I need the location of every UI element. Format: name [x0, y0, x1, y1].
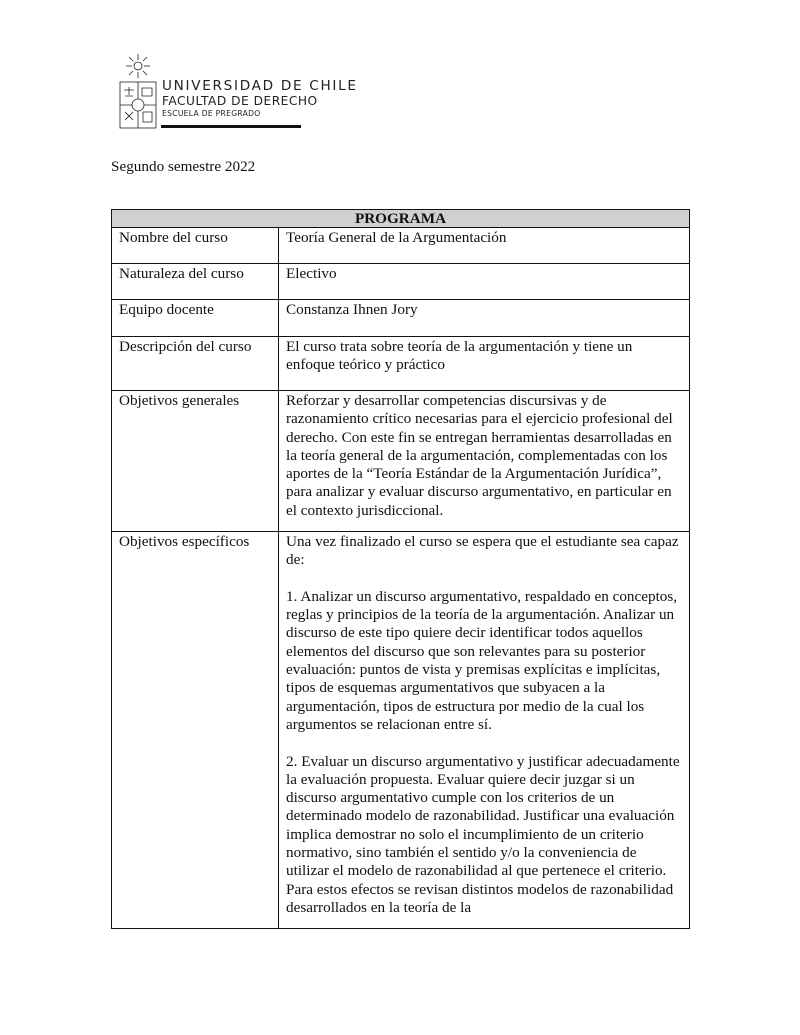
- university-crest-icon: [118, 52, 158, 130]
- letterhead: [118, 52, 358, 132]
- row-value: [279, 532, 690, 929]
- row-label: Naturaleza del curso: [112, 264, 279, 300]
- table-row: [112, 532, 690, 929]
- letterhead-rule: [161, 125, 301, 128]
- university-name: UNIVERSIDAD DE CHILE: [162, 78, 358, 94]
- row-label: Objetivos generales: [112, 391, 279, 532]
- table-row: [112, 337, 690, 391]
- row-value: Reforzar y desarrollar competencias discursivas y de razonamiento crítico necesarias para el ejercicio profesional del derecho. Con este fin se entregan herramientas desarrolladas en la teoría general de la argumentación, complementadas con los aportes de la “Teoría Estándar de la Argumentación Jurídica”, para analizar y evaluar discurso argumentativo, en particular en el contexto jurisdiccional.: [279, 391, 690, 532]
- row-label: Descripción del curso: [112, 337, 279, 391]
- table-row: [112, 300, 690, 337]
- row-value: Constanza Ihnen Jory: [279, 300, 690, 337]
- semester-label: Segundo semestre 2022: [111, 158, 256, 175]
- school-name: ESCUELA DE PREGRADO: [162, 109, 261, 118]
- objective-item-2: 2. Evaluar un discurso argumentativo y justificar adecuadamente la evaluación propuesta. Evaluar quiere decir juzgar si un discurso argumentativo cumple con los criterios de un determinado modelo de razonabilidad. Justificar una evaluación implica demostrar no solo el incumplimiento de un criterio normativo, sino también el sentido y/o la conveniencia de utilizar el modelo de razonabilidad al que pertenece el criterio. Para estos efectos se revisan distintos modelos de razonabilidad desarrollados en la teoría de la: [286, 752, 680, 916]
- objectives-intro: Una vez finalizado el curso se espera que el estudiante sea capaz de:: [286, 533, 679, 569]
- row-label: Nombre del curso: [112, 228, 279, 264]
- row-label: Equipo docente: [112, 300, 279, 337]
- row-label: Objetivos específicos: [112, 532, 279, 929]
- table-row: [112, 228, 690, 264]
- university-wordmark: [162, 78, 358, 119]
- row-value: El curso trata sobre teoría de la argumentación y tiene un enfoque teórico y práctico: [279, 337, 690, 391]
- table-row: [112, 391, 690, 532]
- table-row: [112, 264, 690, 300]
- objective-item-1: 1. Analizar un discurso argumentativo, respaldado en conceptos, reglas y principios de la teoría de la argumentación. Analizar un discurso de este tipo quiere decir identificar todos aquellos elementos del discurso que son relevantes para su posterior evaluación: puntos de vista y premisas explícitas e implícitas, tipos de esquemas argumentativos que subyacen a la argumentación, tipos de estructura por medio de la cual los argumentos se relacionan entre sí.: [286, 587, 678, 733]
- row-value: Electivo: [279, 264, 690, 300]
- program-table: [111, 209, 690, 929]
- faculty-name: FACULTAD DE DERECHO: [162, 94, 318, 108]
- program-header: PROGRAMA: [112, 210, 690, 228]
- program-header-row: [112, 210, 690, 228]
- row-value: Teoría General de la Argumentación: [279, 228, 690, 264]
